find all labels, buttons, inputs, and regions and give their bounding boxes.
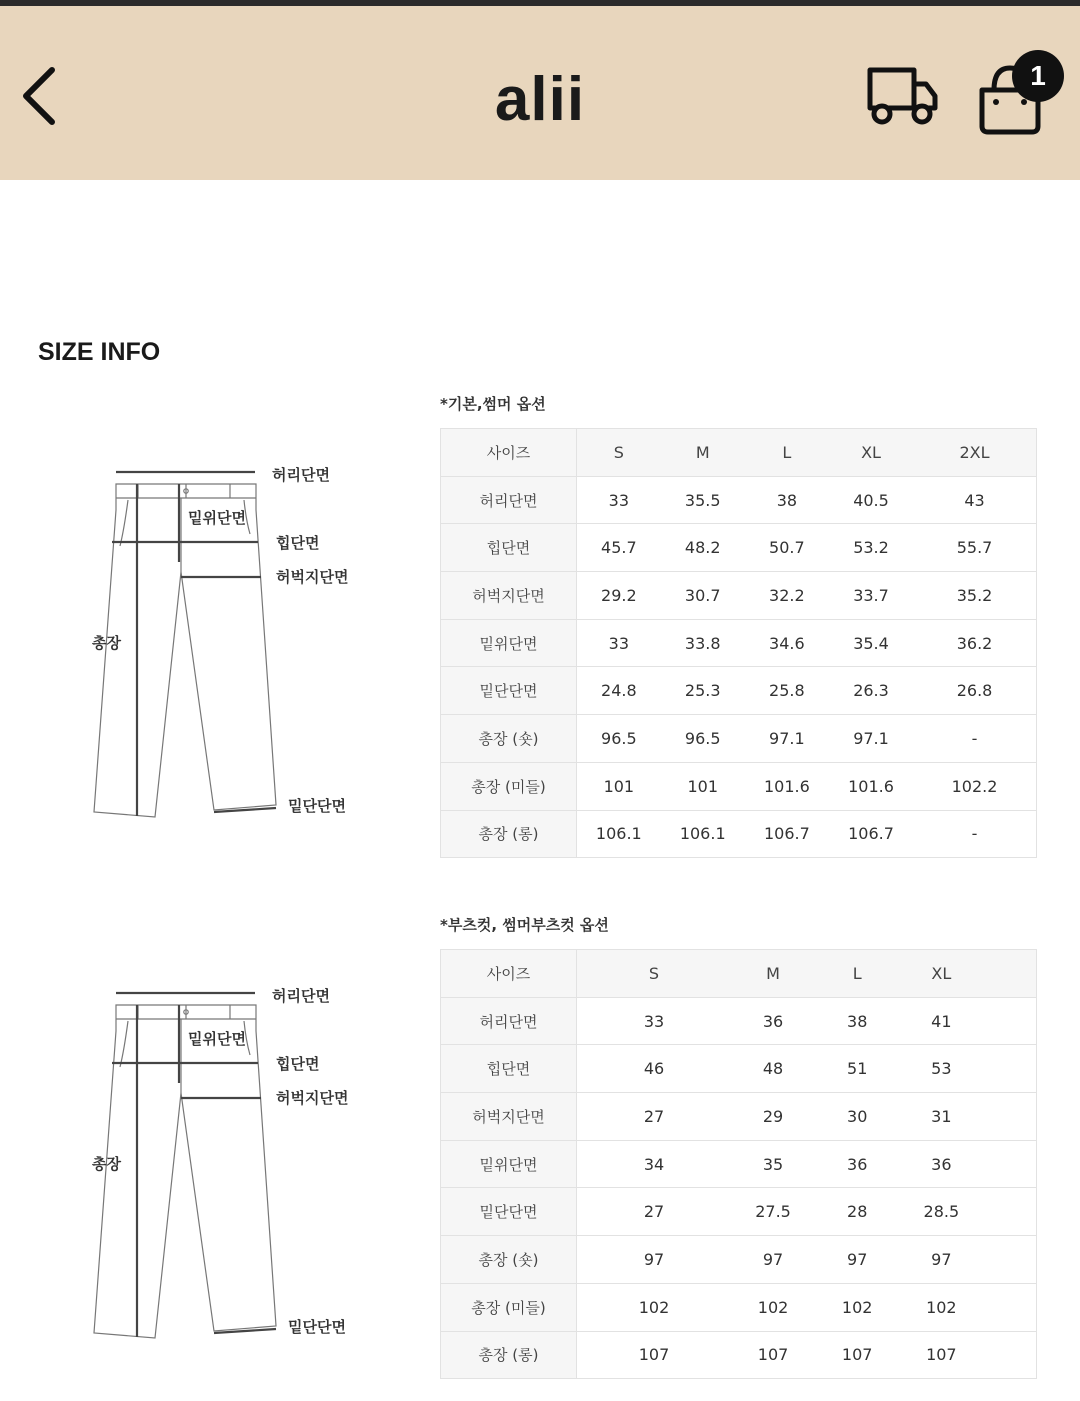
table-spacer-cell xyxy=(983,1045,1036,1093)
table-cell: 25.3 xyxy=(661,667,745,715)
table-spacer-cell xyxy=(983,1236,1036,1284)
table-spacer-cell xyxy=(983,1093,1036,1141)
table-cell: 40.5 xyxy=(829,476,913,524)
table-cell: 97.1 xyxy=(745,715,829,763)
table-cell: 29.2 xyxy=(577,572,661,620)
table-row xyxy=(441,619,1037,667)
table-row xyxy=(441,1331,1037,1379)
table-cell: 38 xyxy=(745,476,829,524)
table-cell: 55.7 xyxy=(913,524,1036,572)
table-cell: 34 xyxy=(577,1140,731,1188)
pants-diagram xyxy=(80,981,380,1341)
truck-icon xyxy=(862,62,942,134)
table-cell: 34.6 xyxy=(745,619,829,667)
table-cell: 101.6 xyxy=(745,762,829,810)
table-cell: 53 xyxy=(899,1045,983,1093)
option-label-basic: *기본,썸머 옵션 xyxy=(440,395,546,413)
row-label-cell: 허벅지단면 xyxy=(441,1093,577,1141)
brand-logo: alii xyxy=(494,65,586,134)
table-cell: 36 xyxy=(899,1140,983,1188)
table-row xyxy=(441,572,1037,620)
table-cell: 33.7 xyxy=(829,572,913,620)
table-cell: 46 xyxy=(577,1045,731,1093)
table-cell: 101 xyxy=(577,762,661,810)
table-cell: 2XL xyxy=(913,429,1036,477)
section-title: SIZE INFO xyxy=(38,338,161,366)
table-cell: 33 xyxy=(577,619,661,667)
table-cell: 36.2 xyxy=(913,619,1036,667)
label-hem: 밑단단면 xyxy=(288,1318,346,1336)
row-label-cell: 총장 (숏) xyxy=(441,1236,577,1284)
table-header-row xyxy=(441,950,1037,998)
row-label-cell: 총장 (롱) xyxy=(441,810,577,858)
table-cell: 102 xyxy=(899,1283,983,1331)
table-row xyxy=(441,715,1037,763)
row-label-cell: 밑위단면 xyxy=(441,619,577,667)
table-cell: - xyxy=(913,715,1036,763)
table-cell: 101 xyxy=(661,762,745,810)
table-cell: 51 xyxy=(815,1045,899,1093)
option-label-bootcut: *부츠컷, 썸머부츠컷 옵션 xyxy=(440,916,609,934)
label-length: 총장 xyxy=(92,634,121,652)
cart-button[interactable] xyxy=(974,50,1070,140)
row-label-cell: 허리단면 xyxy=(441,476,577,524)
table-cell: L xyxy=(815,950,899,998)
table-cell: 29 xyxy=(731,1093,815,1141)
row-label-cell: 총장 (롱) xyxy=(441,1331,577,1379)
table-header-row xyxy=(441,429,1037,477)
table-cell: - xyxy=(913,810,1036,858)
label-hem: 밑단단면 xyxy=(288,797,346,815)
table-row xyxy=(441,1188,1037,1236)
table-cell: 33.8 xyxy=(661,619,745,667)
row-label-cell: 허리단면 xyxy=(441,997,577,1045)
table-cell: 28.5 xyxy=(899,1188,983,1236)
row-label-cell: 허벅지단면 xyxy=(441,572,577,620)
table-cell: 102.2 xyxy=(913,762,1036,810)
label-rise: 밑위단면 xyxy=(188,509,246,527)
back-button[interactable] xyxy=(14,62,70,132)
table-cell: 102 xyxy=(731,1283,815,1331)
table-cell: 43 xyxy=(913,476,1036,524)
table-spacer-cell xyxy=(983,1331,1036,1379)
table-cell: S xyxy=(577,950,731,998)
table-cell: 101.6 xyxy=(829,762,913,810)
table-cell: 28 xyxy=(815,1188,899,1236)
table-spacer-cell xyxy=(983,950,1036,998)
table-cell: XL xyxy=(899,950,983,998)
table-row xyxy=(441,667,1037,715)
table-cell: 96.5 xyxy=(661,715,745,763)
table-cell: 35.2 xyxy=(913,572,1036,620)
app-header xyxy=(0,6,1080,180)
row-label-cell: 총장 (미들) xyxy=(441,1283,577,1331)
label-length: 총장 xyxy=(92,1155,121,1173)
table-cell: 30 xyxy=(815,1093,899,1141)
table-row xyxy=(441,524,1037,572)
table-cell: 31 xyxy=(899,1093,983,1141)
table-cell: 33 xyxy=(577,476,661,524)
row-label-cell: 밑단단면 xyxy=(441,667,577,715)
table-row xyxy=(441,762,1037,810)
row-label-cell: 밑단단면 xyxy=(441,1188,577,1236)
label-hip: 힙단면 xyxy=(276,1055,320,1073)
size-table-basic xyxy=(440,428,1037,858)
table-cell: 102 xyxy=(815,1283,899,1331)
table-cell: 36 xyxy=(731,997,815,1045)
table-cell: 107 xyxy=(815,1331,899,1379)
label-hip: 힙단면 xyxy=(276,534,320,552)
table-cell: 25.8 xyxy=(745,667,829,715)
table-cell: 106.7 xyxy=(829,810,913,858)
row-label-cell: 밑위단면 xyxy=(441,1140,577,1188)
table-cell: 106.1 xyxy=(577,810,661,858)
table-cell: M xyxy=(661,429,745,477)
label-thigh: 허벅지단면 xyxy=(276,1089,349,1107)
table-cell: 26.8 xyxy=(913,667,1036,715)
table-cell: L xyxy=(745,429,829,477)
table-cell: 106.7 xyxy=(745,810,829,858)
table-row xyxy=(441,1236,1037,1284)
table-cell: 27 xyxy=(577,1188,731,1236)
table-cell: 97 xyxy=(577,1236,731,1284)
chevron-left-icon xyxy=(14,62,70,132)
table-cell: 38 xyxy=(815,997,899,1045)
table-cell: 32.2 xyxy=(745,572,829,620)
table-spacer-cell xyxy=(983,1140,1036,1188)
label-thigh: 허벅지단면 xyxy=(276,568,349,586)
table-row xyxy=(441,1140,1037,1188)
table-cell: 97 xyxy=(731,1236,815,1284)
row-label-cell: 총장 (숏) xyxy=(441,715,577,763)
table-cell: 50.7 xyxy=(745,524,829,572)
table-spacer-cell xyxy=(983,997,1036,1045)
table-cell: 48 xyxy=(731,1045,815,1093)
table-spacer-cell xyxy=(983,1283,1036,1331)
label-waist: 허리단면 xyxy=(272,987,330,1005)
table-cell: 97 xyxy=(899,1236,983,1284)
cart-count-badge: 1 xyxy=(1012,50,1064,102)
table-spacer-cell xyxy=(983,1188,1036,1236)
table-cell: 35 xyxy=(731,1140,815,1188)
table-cell: 48.2 xyxy=(661,524,745,572)
table-cell: 41 xyxy=(899,997,983,1045)
table-cell: 33 xyxy=(577,997,731,1045)
table-cell: XL xyxy=(829,429,913,477)
table-cell: 35.4 xyxy=(829,619,913,667)
table-cell: 27.5 xyxy=(731,1188,815,1236)
table-row xyxy=(441,1283,1037,1331)
table-cell: S xyxy=(577,429,661,477)
table-cell: 45.7 xyxy=(577,524,661,572)
pants-diagram xyxy=(80,460,380,820)
table-row xyxy=(441,1045,1037,1093)
row-label-cell: 총장 (미들) xyxy=(441,762,577,810)
table-cell: 107 xyxy=(731,1331,815,1379)
table-cell: 97 xyxy=(815,1236,899,1284)
table-cell: 97.1 xyxy=(829,715,913,763)
table-cell: 26.3 xyxy=(829,667,913,715)
table-cell: 27 xyxy=(577,1093,731,1141)
label-waist: 허리단면 xyxy=(272,466,330,484)
label-rise: 밑위단면 xyxy=(188,1030,246,1048)
table-cell: M xyxy=(731,950,815,998)
table-cell: 30.7 xyxy=(661,572,745,620)
table-row xyxy=(441,810,1037,858)
table-cell: 102 xyxy=(577,1283,731,1331)
table-row xyxy=(441,476,1037,524)
table-cell: 24.8 xyxy=(577,667,661,715)
table-cell: 36 xyxy=(815,1140,899,1188)
row-label-cell: 사이즈 xyxy=(441,950,577,998)
row-label-cell: 사이즈 xyxy=(441,429,577,477)
table-row xyxy=(441,1093,1037,1141)
table-cell: 96.5 xyxy=(577,715,661,763)
delivery-button[interactable] xyxy=(862,62,942,134)
table-row xyxy=(441,997,1037,1045)
row-label-cell: 힙단면 xyxy=(441,524,577,572)
table-cell: 107 xyxy=(899,1331,983,1379)
size-table-bootcut xyxy=(440,949,1037,1379)
table-cell: 107 xyxy=(577,1331,731,1379)
table-cell: 106.1 xyxy=(661,810,745,858)
table-cell: 35.5 xyxy=(661,476,745,524)
table-cell: 53.2 xyxy=(829,524,913,572)
row-label-cell: 힙단면 xyxy=(441,1045,577,1093)
